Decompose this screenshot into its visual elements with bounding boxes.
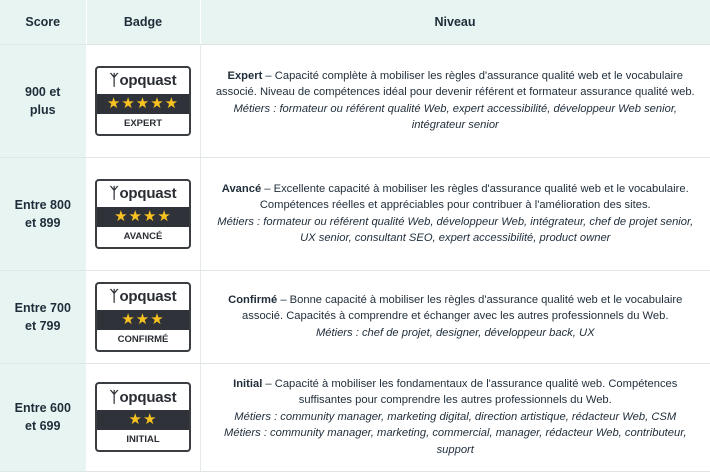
level-name: Initial [233, 377, 263, 390]
level-jobs: Métiers : formateur ou référent qualité Web, développeur Web, intégrateur, chef de projet senior, UX senior, consultant SEO, expert accessibilité, product owner [217, 215, 694, 244]
score-line-1: Entre 700 [14, 300, 71, 315]
level-description: – Excellente capacité à mobiliser les règles d'assurance qualité web et le vocabulaire. Compétences réelles et appréciables pour contribuer à l'amélioration des sites. [259, 182, 689, 212]
opquast-logo-icon: ᛉ [109, 288, 119, 305]
score-cell [0, 44, 86, 157]
badge-level-label: INITIAL [126, 434, 160, 445]
score-cell [0, 157, 86, 270]
level-description: – Bonne capacité à mobiliser les règles d'assurance qualité web et le vocabulaire associé. Capacités à comprendre et échanger avec les autres professionnels du Web. [242, 293, 683, 323]
opquast-logo-icon: ᛉ [109, 185, 119, 202]
level-jobs: Métiers : chef de projet, designer, développeur back, UX [315, 326, 595, 339]
opquast-logo-text: opquast [119, 288, 177, 305]
opquast-logo [97, 284, 189, 310]
star-rating: ★★★ [97, 310, 189, 330]
score-line-2: et 699 [25, 419, 61, 433]
opquast-badge [95, 382, 191, 452]
score-cell [0, 363, 86, 471]
opquast-logo-text: opquast [119, 185, 177, 202]
level-name: Avancé [221, 182, 262, 195]
badge-cell [86, 270, 200, 363]
level-jobs: Métiers : community manager, marketing, commercial, manager, rédacteur Web, contributeur, support [224, 427, 687, 456]
opquast-logo [97, 68, 189, 94]
score-line-1: Entre 600 [14, 401, 71, 415]
score-cell [0, 270, 86, 363]
level-description: – Capacité à mobiliser les fondamentaux de l'assurance qualité web. Compétences suffisantes pour comprendre les autres professionnels du Web. [262, 377, 678, 407]
score-line-1: 900 et [25, 84, 61, 99]
level-name: Confirmé [228, 293, 278, 306]
header-badge: Badge [86, 0, 200, 44]
table-row [0, 363, 710, 471]
level-name: Expert [227, 69, 263, 82]
level-description: – Capacité complète à mobiliser les règles d'assurance qualité web et le vocabulaire associé. Niveau de compétences idéal pour devenir référent et formateur assurance qualité web. [215, 69, 695, 99]
star-rating: ★★ [97, 410, 189, 430]
opquast-logo-text: opquast [119, 388, 177, 406]
badge-level-label: AVANCÉ [123, 230, 163, 242]
opquast-logo [97, 181, 189, 207]
opquast-logo-icon: ᛉ [109, 388, 119, 406]
star-rating: ★★★★★ [97, 94, 189, 114]
level-jobs: Métiers : formateur ou référent qualité Web, expert accessibilité, développeur Web senior, intégrateur senior [233, 102, 678, 131]
level-cell [200, 270, 710, 363]
badge-cell [86, 157, 200, 270]
badge-level-label: CONFIRMÉ [117, 333, 169, 345]
badge-cell [86, 44, 200, 157]
opquast-badge [95, 179, 191, 249]
level-cell [200, 157, 710, 270]
table-header-row [0, 0, 710, 44]
table-row [0, 270, 710, 363]
opquast-badge [95, 282, 191, 352]
score-line-2: et 899 [25, 215, 61, 230]
badge-level-label: EXPERT [123, 117, 162, 129]
score-line-1: Entre 800 [14, 197, 71, 212]
score-line-2: plus [29, 102, 56, 117]
header-level: Niveau [200, 0, 710, 44]
badge-cell [86, 363, 200, 471]
header-score: Score [0, 0, 86, 44]
score-line-2: et 799 [25, 318, 61, 333]
opquast-logo-text: opquast [119, 72, 177, 89]
star-rating: ★★★★ [97, 207, 189, 227]
opquast-badge [95, 66, 191, 136]
level-cell [200, 44, 710, 157]
table-row [0, 157, 710, 270]
opquast-logo-icon: ᛉ [109, 72, 119, 89]
level-jobs: Métiers : community manager, marketing digital, direction artistique, rédacteur Web, CSM [234, 410, 677, 423]
level-cell [200, 363, 710, 471]
table-row [0, 44, 710, 157]
opquast-logo [97, 384, 189, 410]
